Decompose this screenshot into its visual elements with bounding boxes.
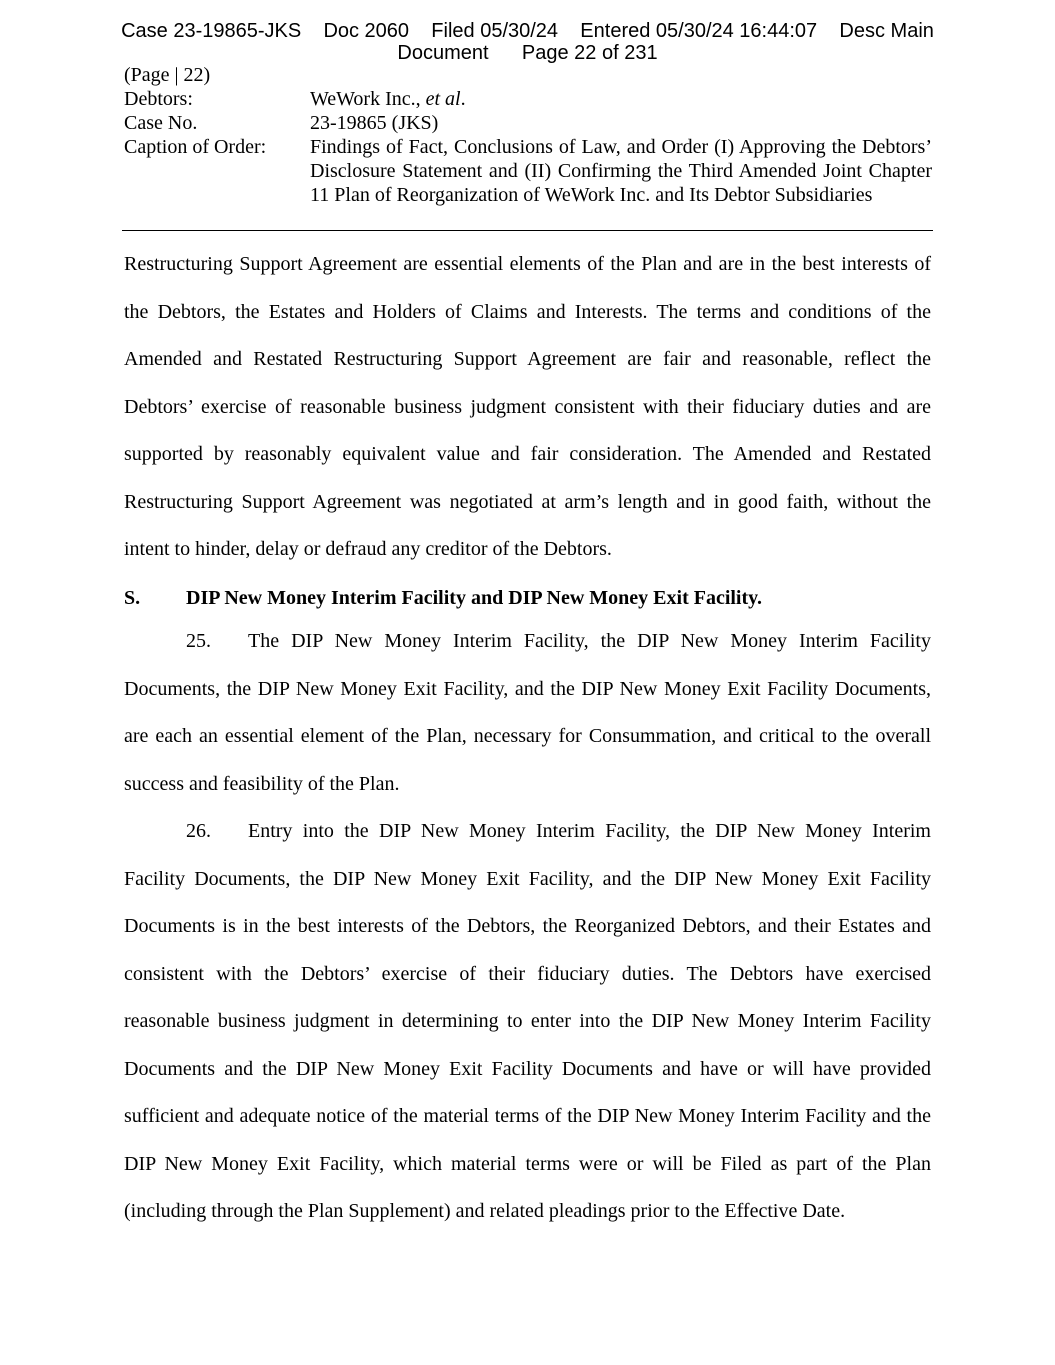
- order-caption-block: [124, 63, 932, 207]
- ecf-header-line-1: [0, 20, 1055, 42]
- ecf-case-number: Case 23-19865-JKS: [121, 20, 302, 42]
- caption-debtors-value: [310, 87, 932, 111]
- caption-case-row: [124, 111, 932, 135]
- section-title: DIP New Money Interim Facility and DIP New Money Exit Facility.: [186, 587, 763, 609]
- caption-order-value: Findings of Fact, Conclusions of Law, and Order (I) Approving the Debtors’ Disclosure Statement and (II) Confirming the Third Amended Joint Chapter 11 Plan of Reorganization of WeWork Inc. and Its Debtor Subsidiaries: [310, 136, 932, 206]
- ecf-header-line-2: [0, 42, 1055, 64]
- debtors-et-al: et al: [425, 88, 461, 110]
- ecf-document-label: Document: [397, 42, 489, 64]
- section-heading: [124, 584, 931, 612]
- paragraph-25-text: The DIP New Money Interim Facility, the DIP New Money Interim Facility Documents, the DIP New Money Exit Facility, and the DIP New Money Exit Facility Documents, are each an essential element of the Plan, necessary for Consummation, and critical to the overall success and feasibility of the Plan.: [124, 630, 931, 795]
- paragraph-26-text: Entry into the DIP New Money Interim Facility, the DIP New Money Interim Facility Documents, the DIP New Money Exit Facility, and the DIP New Money Exit Facility Documents is in the best interests of the Debtors, the Reorganized Debtors, and their Estates and consistent with the Debtors’ exercise of their fiduciary duties. The Debtors have exercised reasonable business judgment in determining to enter into the DIP New Money Interim Facility Documents and the DIP New Money Exit Facility Documents and have or will have provided sufficient and adequate notice of the material terms of the DIP New Money Interim Facility and the DIP New Money Exit Facility, which material terms were or will be Filed as part of the Plan (including through the Plan Supplement) and related pleadings prior to the Effective Date.: [124, 820, 931, 1222]
- paragraph-26: [124, 808, 931, 1236]
- caption-case-value: 23-19865 (JKS): [310, 112, 439, 134]
- debtors-period: .: [460, 88, 466, 110]
- ecf-filing-header: [0, 20, 1055, 64]
- paragraph-number-25: 25.: [186, 630, 211, 652]
- ecf-doc-number: Doc 2060: [323, 20, 410, 42]
- ecf-page-count: Page 22 of 231: [521, 42, 658, 64]
- ecf-desc: Desc Main: [839, 20, 934, 42]
- caption-order-label: Caption of Order:: [124, 136, 267, 158]
- caption-debtors-row: [124, 87, 932, 111]
- section-letter: S.: [124, 587, 141, 609]
- caption-divider: [122, 230, 933, 231]
- caption-debtors-label: Debtors:: [124, 88, 193, 110]
- caption-page-row: [124, 63, 932, 87]
- ecf-filed-date: Filed 05/30/24: [431, 20, 559, 42]
- ecf-entered-date: Entered 05/30/24 16:44:07: [580, 20, 818, 42]
- caption-order-row: [124, 135, 932, 207]
- caption-case-label: Case No.: [124, 112, 198, 134]
- caption-page-ref: (Page | 22): [124, 64, 211, 86]
- debtors-name: WeWork Inc.,: [310, 88, 426, 110]
- continued-paragraph: Restructuring Support Agreement are essential elements of the Plan and are in the best interests of the Debtors, the Estates and Holders of Claims and Interests. The terms and conditions of the Amended and Restated Restructuring Support Agreement are fair and reasonable, reflect the Debtors’ exercise of reasonable business judgment consistent with their fiduciary duties and are supported by reasonably equivalent value and fair consideration. The Amended and Restated Restructuring Support Agreement was negotiated at arm’s length and in good faith, without the intent to hinder, delay or defraud any creditor of the Debtors.: [124, 253, 931, 560]
- paragraph-25: [124, 618, 931, 808]
- paragraph-number-26: 26.: [186, 820, 211, 842]
